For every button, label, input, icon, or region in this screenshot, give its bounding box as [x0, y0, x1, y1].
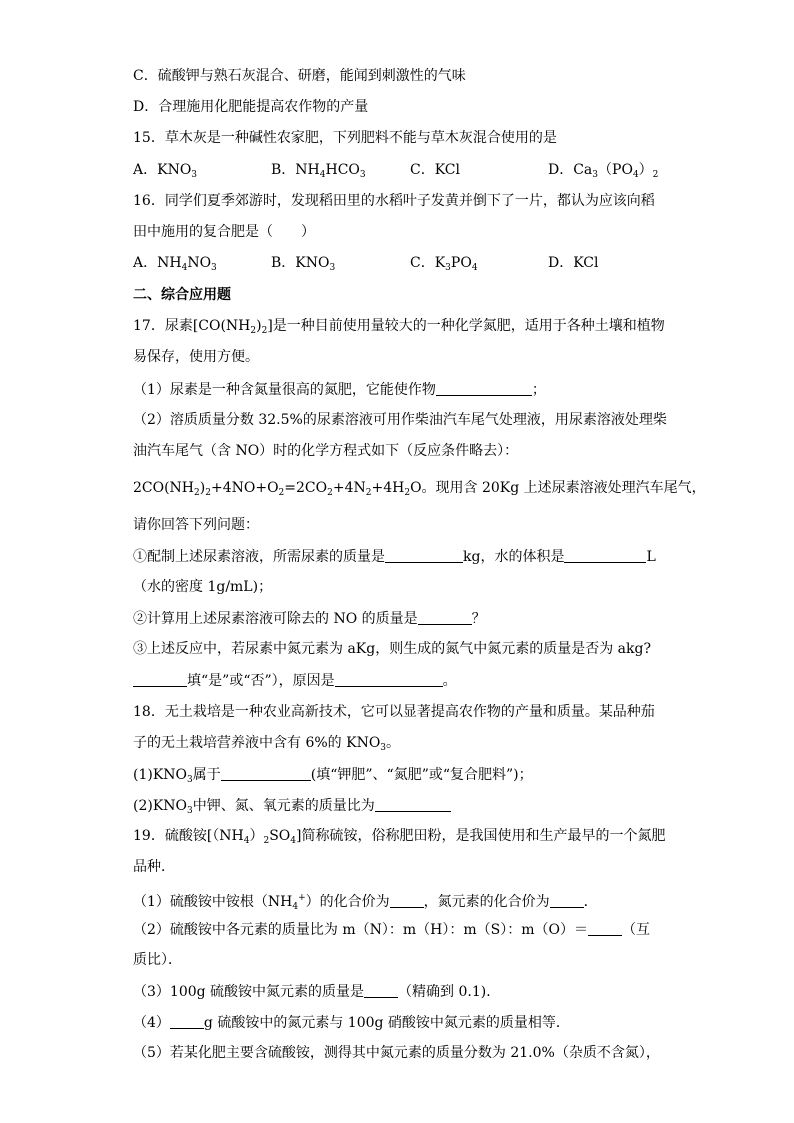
- answer-blank[interactable]: [418, 608, 472, 625]
- q15-option-b: B．$NH_4HCO_3$: [271, 162, 366, 180]
- q18-stem-line2: 子的无土栽培营养液中含有 6%的 $KNO_3$。: [133, 735, 401, 753]
- q19-part5: （5）若某化肥主要含硫酸铵，测得其中氮元素的质量分数为 21.0%（杂质不含氮），: [133, 1045, 660, 1061]
- answer-blank[interactable]: [436, 379, 532, 396]
- q16-stem-line1: 16．同学们夏季郊游时，发现稻田里的水稻叶子发黄并倒下了一片，都认为应该向稻: [133, 193, 655, 209]
- q17-sub3-line2: 填“是”或“否”），原因是 。: [133, 670, 457, 691]
- q19-stem-line2: 品种．: [133, 859, 175, 875]
- q16-option-a: A．$NH_4NO_3$: [133, 255, 217, 273]
- q17-part1: （1）尿素是一种含氮量很高的氮肥，它能使作物 ；: [133, 379, 546, 400]
- answer-blank[interactable]: [170, 1012, 204, 1029]
- answer-blank[interactable]: [564, 546, 646, 563]
- q17-ask: 请你回答下列问题：: [133, 517, 259, 533]
- q14-option-c: C．硫酸钾与熟石灰混合、研磨，能闻到刺激性的气味: [133, 68, 466, 84]
- q14-option-d: D．合理施用化肥能提高农作物的产量: [133, 99, 369, 115]
- q16-stem-line2: 田中施用的复合肥是（ ）: [133, 224, 315, 240]
- answer-blank[interactable]: [385, 546, 463, 563]
- answer-blank[interactable]: [364, 981, 398, 998]
- q15-option-d: D．$Ca_3(PO_4)_2$: [548, 162, 659, 180]
- q15-option-a: A．$KNO_3$: [133, 162, 198, 180]
- q19-stem-line1: 19．硫酸铵$[(NH_4)_2SO_4]$简称硫铵，俗称肥田粉，是我国使用和生产最早的一个氮肥: [133, 828, 666, 846]
- q18-stem-line1: 18．无土栽培是一种农业高新技术，它可以显著提高农作物的产量和质量。某品种茄: [133, 704, 655, 720]
- answer-blank[interactable]: [335, 670, 443, 687]
- q18-part2: $(2)KNO_3$中钾、氮、氧元素的质量比为: [133, 795, 451, 821]
- q17-stem-line1: 17．尿素$[CO(NH_2)_2]$是一种目前使用量较大的一种化学氮肥，适用于各种土壤和植物: [133, 318, 665, 336]
- answer-blank[interactable]: [221, 764, 311, 781]
- q17-part2-line1: （2）溶质质量分数 32.5%的尿素溶液可用作柴油汽车尾气处理液，用尿素溶液处理柴: [133, 412, 667, 428]
- q17-equation: $2CO(NH_2)_2+4NO+O_2=2CO_2+4N_2+4H_2O$。现用含 20Kg 上述尿素溶液处理汽车尾气，: [133, 480, 706, 498]
- q16-option-b: B．$KNO_3$: [271, 255, 336, 273]
- q17-sub2: ②计算用上述尿素溶液可除去的 NO 的质量是 ？: [133, 608, 486, 629]
- answer-blank[interactable]: [550, 891, 584, 908]
- section-heading: 二、综合应用题: [133, 287, 231, 303]
- answer-blank[interactable]: [390, 891, 424, 908]
- q19-part1: （1）硫酸铵中铵根$(NH_4^+)$的化合价为 ，氮元素的化合价为 ．: [133, 893, 598, 912]
- q17-sub3-line1: ③上述反应中，若尿素中氮元素为 aKg，则生成的氮气中氮元素的质量是否为 akg?: [133, 641, 651, 657]
- q19-part4: （4） g 硫酸铵中的氮元素与 100g 硝酸铵中氮元素的质量相等．: [133, 1012, 570, 1033]
- q19-part2-line2: 质比）．: [133, 952, 182, 968]
- q17-part2-line2: 油汽车尾气（含 NO）时的化学方程式如下（反应条件略去）：: [133, 443, 519, 459]
- q17-sub1-note: （水的密度 1g/mL)；: [133, 579, 273, 595]
- q17-sub1: ①配制上述尿素溶液，所需尿素的质量是 kg，水的体积是 L: [133, 546, 656, 567]
- q15-option-c: C．KCl: [410, 162, 460, 178]
- q18-part1: $(1)KNO_3$属于 (填“钾肥”、“氮肥”或“复合肥料”)；: [133, 764, 533, 790]
- q19-part2-line1: （2）硫酸铵中各元素的质量比为 m（N）：m（H）：m（S）：m（O）＝ （互: [133, 919, 650, 940]
- q17-stem-line2: 易保存，使用方便。: [133, 349, 259, 365]
- q15-stem: 15．草木灰是一种碱性农家肥，下列肥料不能与草木灰混合使用的是: [133, 130, 557, 146]
- q19-part3: （3）100g 硫酸铵中氮元素的质量是 （精确到 0.1)．: [133, 981, 500, 1002]
- q16-option-c: C．$K_3PO_4$: [410, 255, 478, 273]
- q16-option-d: D．KCl: [548, 255, 599, 271]
- answer-blank[interactable]: [375, 795, 451, 812]
- answer-blank[interactable]: [588, 919, 622, 936]
- answer-blank[interactable]: [133, 670, 187, 687]
